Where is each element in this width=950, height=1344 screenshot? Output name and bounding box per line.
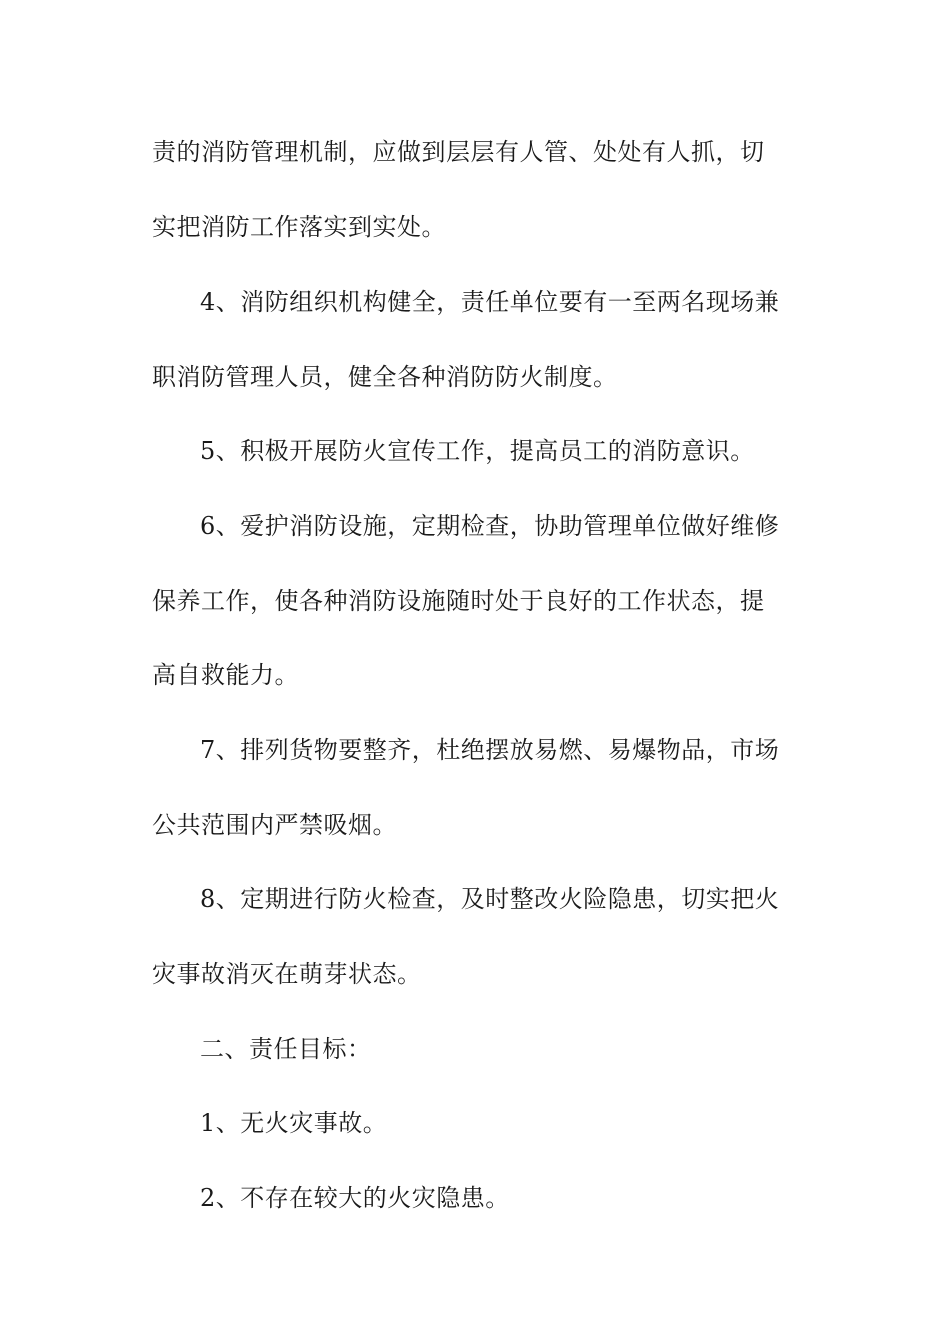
text-line: 责的消防管理机制，应做到层层有人管、处处有人抓，切 (152, 138, 765, 166)
text-line: 实把消防工作落实到实处。 (152, 213, 446, 241)
section-heading: 二、责任目标： (200, 1035, 372, 1063)
paragraph-item-7: 7、排列货物要整齐，杜绝摆放易燃、易爆物品，市场 (200, 736, 780, 764)
paragraph-item-8: 8、定期进行防火检查，及时整改火险隐患，切实把火 (200, 885, 780, 913)
text-line: 公共范围内严禁吸烟。 (152, 811, 397, 839)
paragraph-item-5: 5、积极开展防火宣传工作，提高员工的消防意识。 (200, 437, 755, 465)
text-line: 灾事故消灭在萌芽状态。 (152, 960, 422, 988)
text-line: 职消防管理人员，健全各种消防防火制度。 (152, 363, 618, 391)
goal-item-1: 1、无火灾事故。 (200, 1109, 388, 1137)
paragraph-item-6: 6、爱护消防设施，定期检查，协助管理单位做好维修 (200, 512, 780, 540)
text-line: 保养工作，使各种消防设施随时处于良好的工作状态，提 (152, 587, 765, 615)
text-line: 高自救能力。 (152, 661, 299, 689)
paragraph-item-4: 4、消防组织机构健全，责任单位要有一至两名现场兼 (200, 288, 780, 316)
goal-item-2: 2、不存在较大的火灾隐患。 (200, 1184, 510, 1212)
